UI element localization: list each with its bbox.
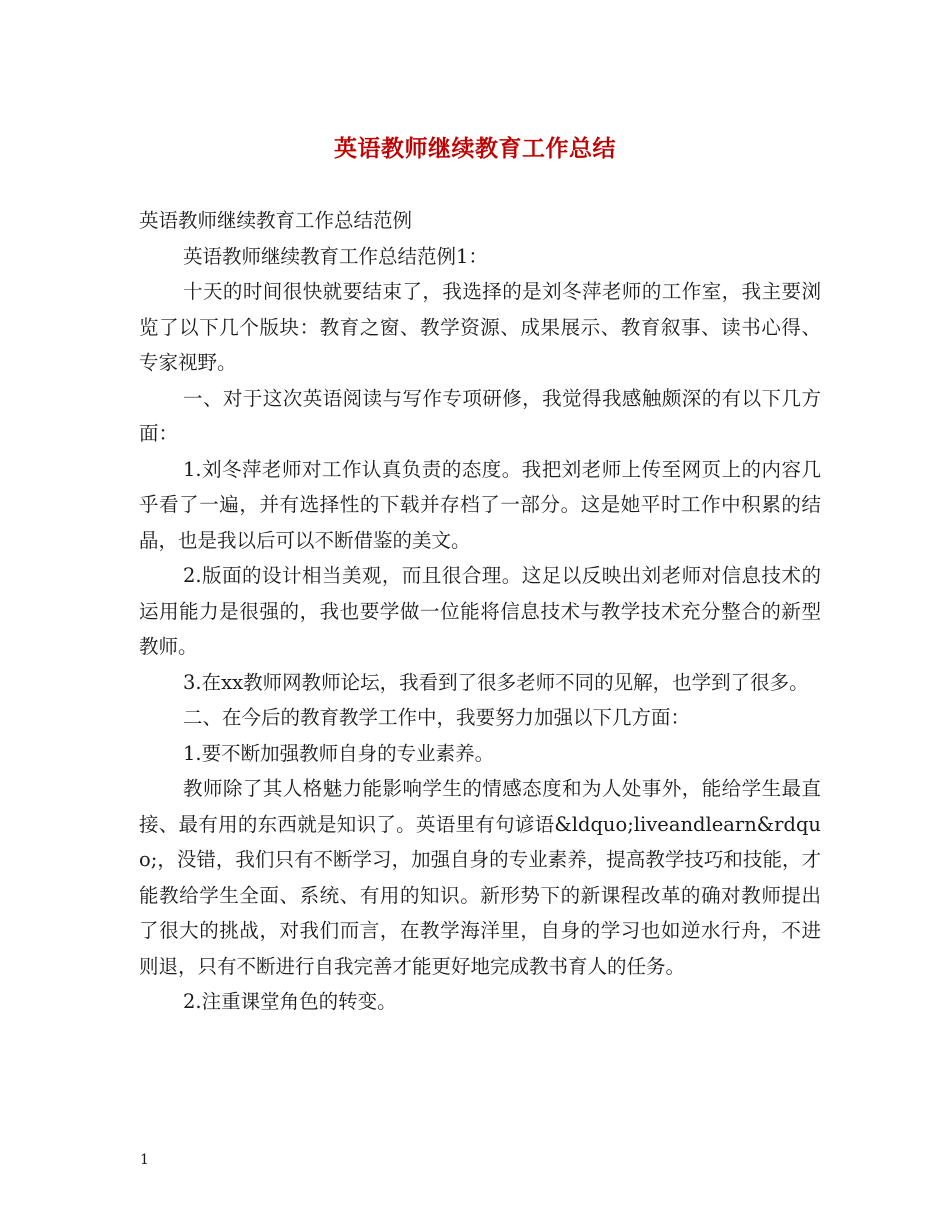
- paragraph: 3.在xx教师网教师论坛，我看到了很多老师不同的见解，也学到了很多。: [183, 670, 809, 694]
- paragraph: 二、在今后的教育教学工作中，我要努力加强以下几方面：: [183, 706, 691, 729]
- document-body: [139, 203, 821, 1020]
- paragraph: 教师除了其人格魅力能影响学生的情感态度和为人处事外，能给学生最直接、最有用的东西就是知识了。英语里有句谚语&ldquo;liveandlearn&rdquo;，没错，我们只有不断学习，加强自身的专业素养，提高教学技巧和技能，才能教给学生全面、系统、有用的知识。新形势下的新课程改革的确对教师提出了很大的挑战，对我们而言，在教学海洋里，自身的学习也如逆水行舟，不进则退，只有不断进行自我完善才能更好地完成教书育人的任务。: [139, 777, 821, 978]
- paragraph: 2.版面的设计相当美观，而且很合理。这足以反映出刘老师对信息技术的运用能力是很强的，我也要学做一位能将信息技术与教学技术充分整合的新型教师。: [139, 564, 821, 658]
- paragraph: 1.要不断加强教师自身的专业素养。: [183, 741, 495, 765]
- page-number: 1: [140, 1152, 149, 1168]
- paragraph: 1.刘冬萍老师对工作认真负责的态度。我把刘老师上传至网页上的内容几乎看了一遍，并有选择性的下载并存档了一部分。这是她平时工作中积累的结晶，也是我以后可以不断借鉴的美文。: [139, 457, 821, 552]
- paragraph: 2.注重课堂角色的转变。: [183, 990, 397, 1013]
- paragraph-example-heading: 英语教师继续教育工作总结范例1：: [183, 244, 488, 268]
- document-title: 英语教师继续教育工作总结: [334, 136, 616, 162]
- paragraph-subtitle: 英语教师继续教育工作总结范例: [139, 209, 413, 232]
- paragraph: 十天的时间很快就要结束了，我选择的是刘冬萍老师的工作室，我主要浏览了以下几个版块：教育之窗、教学资源、成果展示、教育叙事、读书心得、专家视野。: [139, 280, 821, 374]
- paragraph: 一、对于这次英语阅读与写作专项研修，我觉得我感触颇深的有以下几方面：: [139, 386, 821, 445]
